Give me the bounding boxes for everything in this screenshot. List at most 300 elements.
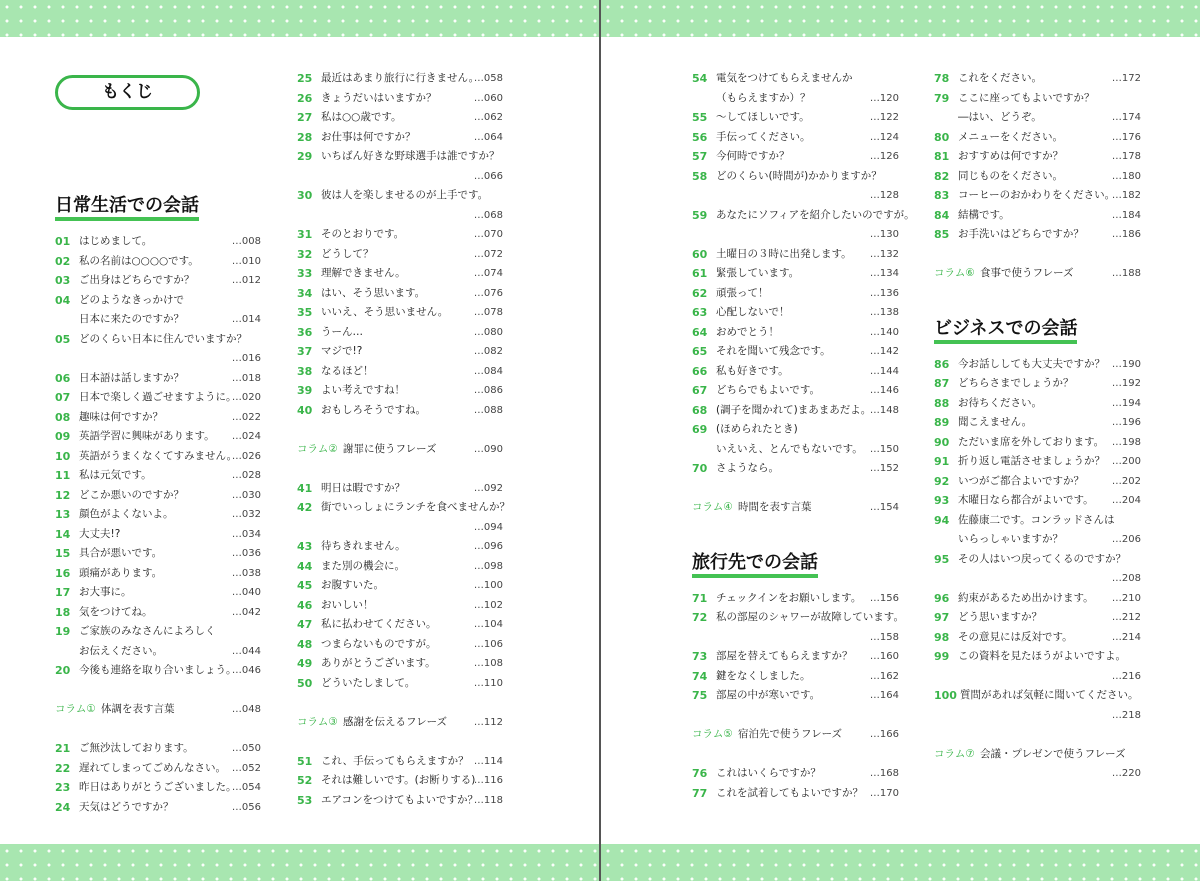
entry-page: …056	[231, 801, 261, 813]
section-heading	[692, 551, 818, 577]
entry-number: 61	[692, 267, 708, 280]
toc-entry	[55, 486, 261, 505]
entry-page: …148	[869, 404, 899, 416]
toc-entry	[934, 569, 1141, 588]
entry-page: …146	[869, 385, 899, 396]
entry-page: …072	[473, 248, 503, 260]
entry-title: 電気をつけてもらえませんか	[716, 72, 853, 84]
entry-title: いつがご都合よいですか？	[958, 474, 1084, 487]
entry-title: （もらえますか）？	[716, 91, 811, 104]
entry-title: そのとおりです。	[321, 228, 405, 240]
entry-page: …204	[1111, 495, 1141, 506]
entry-number: 30	[297, 189, 313, 202]
entry-page: …154	[869, 502, 899, 513]
top-dotted-band	[0, 0, 599, 37]
right-page	[601, 0, 1200, 881]
entry-title: 天気はどうですか？	[79, 800, 174, 813]
entry-number: 85	[934, 228, 950, 241]
entry-title: これを試着してもよいですか？	[716, 786, 863, 799]
entry-number: 90	[934, 435, 950, 449]
entry-page: …048	[231, 704, 261, 715]
toc-entry	[297, 654, 503, 673]
toc-entry	[297, 206, 503, 225]
toc-entry	[55, 310, 261, 329]
entry-title: おいしい！	[321, 598, 374, 611]
entry-page: …032	[231, 509, 261, 520]
entry-number: 01	[55, 235, 71, 248]
entry-title: 日本に来たのですか？	[79, 313, 184, 325]
entry-number: 66	[692, 364, 708, 378]
toc-entry	[297, 303, 503, 322]
entry-title: どういたしまして。	[321, 676, 416, 689]
entry-page: …042	[231, 606, 261, 618]
entry-title: 今お話ししても大丈夫ですか？	[958, 357, 1105, 370]
entry-title: これ、手伝ってもらえますか？	[321, 754, 469, 767]
entry-title: 顔色がよくないよ。	[79, 508, 174, 520]
entry-number: 54	[692, 72, 708, 85]
entry-title: 私は○○歳です。	[321, 111, 402, 123]
entry-number: 22	[55, 761, 71, 775]
entry-number: 99	[934, 650, 950, 663]
entry-page: …092	[473, 482, 503, 494]
toc-entry	[692, 264, 899, 283]
entry-page: …198	[1111, 436, 1141, 448]
entry-page: …166	[869, 729, 899, 740]
toc-entry	[55, 661, 261, 680]
top-dotted-band	[601, 0, 1200, 37]
entry-page: …174	[1111, 112, 1141, 123]
entry-number: 53	[297, 793, 313, 807]
entry-title: ただいま席を外しております。	[958, 435, 1105, 448]
entry-title: お腹すいた。	[321, 579, 384, 591]
entry-number: 36	[297, 325, 313, 339]
entry-number: 25	[297, 72, 313, 85]
entry-number: 51	[297, 754, 313, 768]
toc-entry	[934, 647, 1141, 666]
entry-title: なるほど！	[321, 364, 374, 377]
entry-title: 大丈夫!?	[79, 527, 121, 540]
section-heading-text: ビジネスでの会話	[934, 318, 1077, 344]
entry-page: …170	[869, 787, 899, 799]
entry-page: …212	[1111, 612, 1141, 623]
toc-entry	[934, 511, 1141, 530]
toc-entry	[934, 764, 1141, 783]
entry-page: …206	[1111, 534, 1141, 545]
entry-number: 81	[934, 150, 950, 163]
entry-title: ありがとうございます。	[321, 657, 436, 669]
toc-entry	[934, 225, 1141, 244]
toc-entry	[934, 608, 1141, 627]
entry-number: 62	[692, 286, 708, 300]
entry-page: …196	[1111, 417, 1141, 428]
entry-title: 手伝ってください。	[716, 130, 811, 143]
entry-number: 27	[297, 111, 313, 124]
toc-entry	[692, 69, 899, 88]
entry-title: いちばん好きな野球選手は誰ですか？	[321, 150, 500, 162]
entry-page: …066	[473, 170, 503, 182]
entry-number: 08	[55, 410, 71, 424]
entry-title: ご家族のみなさんによろしく	[79, 625, 216, 637]
entry-number: 29	[297, 150, 313, 163]
entry-page: …054	[231, 782, 261, 793]
entry-number: 86	[934, 357, 950, 371]
entry-title: いえいえ、とんでもないです。	[716, 442, 863, 455]
entry-number: コラム②	[297, 442, 338, 455]
entry-title: 具合が悪いです。	[79, 547, 163, 559]
entry-title: 感謝を伝えるフレーズ	[343, 715, 448, 728]
entry-page: …094	[473, 521, 503, 533]
toc-entry	[692, 303, 899, 322]
entry-page: …044	[231, 645, 261, 657]
entry-number: 79	[934, 91, 950, 105]
toc-entry	[692, 245, 899, 264]
toc-entry	[55, 291, 261, 310]
toc-entry	[692, 667, 899, 686]
entry-page: …184	[1111, 209, 1141, 221]
entry-title: 食事で使うフレーズ	[980, 267, 1074, 279]
toc-entry	[55, 447, 261, 466]
entry-title: ご出身はどちらですか？	[79, 274, 195, 286]
entry-number: コラム⑤	[692, 728, 733, 740]
toc-entry	[55, 544, 261, 563]
entry-page: …182	[1111, 190, 1141, 201]
entry-title: その意見には反対です。	[958, 630, 1073, 643]
entry-title: 頭痛があります。	[79, 566, 163, 579]
entry-page: …168	[869, 768, 899, 779]
entry-number: 31	[297, 228, 313, 241]
entry-page: …070	[473, 229, 503, 240]
entry-number: 14	[55, 527, 71, 541]
entry-page: …058	[473, 73, 503, 84]
entry-page: …096	[473, 541, 503, 552]
entry-page: …110	[473, 677, 503, 689]
entry-number: 50	[297, 676, 313, 690]
bottom-dotted-band	[0, 844, 599, 881]
entry-title: つまらないものですが。	[321, 637, 437, 650]
entry-number: 48	[297, 637, 313, 651]
entry-number: 02	[55, 254, 71, 268]
entry-number: 57	[692, 150, 708, 163]
toc-entry	[55, 603, 261, 622]
toc-entry	[934, 686, 1141, 705]
entry-page: …012	[231, 275, 261, 286]
toc-entry	[692, 589, 899, 608]
entry-title: さようなら。	[716, 462, 779, 474]
entry-page: …186	[1111, 229, 1141, 240]
entry-number: 42	[297, 501, 313, 514]
entry-title: 土曜日の３時に出発します。	[716, 247, 852, 260]
toc-entry	[692, 784, 899, 803]
entry-title: おもしろそうですね。	[321, 403, 426, 416]
entry-page: …114	[473, 755, 503, 767]
entry-title: 折り返し電話させましょうか？	[958, 455, 1105, 467]
toc-entry	[692, 108, 899, 127]
entry-title: 昨日はありがとうございました。	[79, 781, 237, 793]
entry-number: 18	[55, 605, 71, 619]
toc-entry	[692, 420, 899, 439]
entry-title: 気をつけてね。	[79, 605, 153, 618]
entry-number: 55	[692, 111, 708, 124]
toc-entry	[55, 271, 261, 290]
entry-page: …134	[869, 268, 899, 279]
toc-entry	[692, 147, 899, 166]
entry-number: 46	[297, 598, 313, 612]
entry-page: …052	[231, 762, 261, 774]
toc-entry	[934, 394, 1141, 413]
toc-entry	[934, 452, 1141, 471]
entry-page: …046	[231, 665, 261, 676]
toc-entry	[55, 369, 261, 388]
entry-page: …016	[231, 353, 261, 364]
toc-entry	[297, 557, 503, 576]
entry-number: 96	[934, 591, 950, 605]
entry-number: 35	[297, 306, 313, 319]
entry-title: 今後も連絡を取り合いましょう。	[79, 664, 237, 676]
entry-page: …062	[473, 112, 503, 123]
entry-page: …040	[231, 587, 261, 598]
toc-entry	[692, 440, 899, 459]
toc-entry	[297, 362, 503, 381]
toc-entry	[55, 349, 261, 368]
toc-entry	[297, 89, 503, 108]
entry-title: 私の名前は○○○○です。	[79, 254, 199, 267]
entry-title: 明日は暇ですか？	[321, 481, 405, 494]
entry-number: 97	[934, 611, 950, 624]
page-title: もくじ	[55, 75, 200, 110]
toc-entry	[297, 225, 503, 244]
toc-entry	[934, 355, 1141, 374]
entry-page: …216	[1111, 670, 1141, 682]
entry-title: 体調を表す言葉	[101, 703, 175, 715]
entry-page: …090	[473, 443, 503, 455]
entry-title: 緊張しています。	[716, 267, 800, 279]
entry-page: …214	[1111, 631, 1141, 643]
toc-entry	[692, 401, 899, 420]
entry-page: …130	[869, 229, 899, 240]
toc-entry	[297, 518, 503, 537]
entry-number: 63	[692, 306, 708, 319]
toc-entry	[934, 550, 1141, 569]
toc-entry	[297, 576, 503, 595]
entry-title: これはいくらですか？	[716, 767, 821, 779]
entry-title: 宿泊先で使うフレーズ	[738, 728, 843, 740]
entry-page: …098	[473, 560, 503, 572]
toc-entry	[297, 147, 503, 166]
entry-title: 街でいっしょにランチを食べませんか？	[321, 501, 510, 513]
toc-entry	[692, 225, 899, 244]
entry-number: コラム④	[692, 501, 733, 513]
entry-title: 趣味は何ですか？	[79, 410, 163, 423]
entry-number: 76	[692, 767, 708, 780]
entry-page: …164	[869, 690, 899, 701]
entry-title: 日本で楽しく過ごせますように。	[79, 391, 237, 403]
entry-page: …128	[869, 190, 899, 201]
entry-number: 39	[297, 384, 313, 397]
entry-page: …172	[1111, 73, 1141, 84]
toc-entry	[297, 323, 503, 342]
entry-page: …158	[869, 631, 899, 643]
toc-entry	[55, 583, 261, 602]
entry-title: お手洗いはどちらですか？	[958, 228, 1084, 240]
entry-number: 33	[297, 267, 313, 280]
entry-number: コラム⑥	[934, 267, 975, 279]
section-heading-text: 旅行先での会話	[692, 552, 818, 578]
toc-entry	[55, 252, 261, 271]
entry-page: …140	[869, 326, 899, 338]
entry-title: おすすめは何ですか？	[958, 150, 1064, 162]
entry-page: …024	[231, 431, 261, 442]
entry-number: 20	[55, 664, 71, 677]
entry-title: 部屋を替えてもらえますか？	[716, 650, 853, 662]
toc-entry	[934, 433, 1141, 452]
entry-title: よい考えですね！	[321, 384, 405, 396]
toc-entry	[692, 128, 899, 147]
entry-title: どこか悪いのですか？	[79, 488, 184, 501]
entry-title: 心配しないで！	[716, 306, 790, 318]
column-entry	[934, 264, 1141, 283]
entry-number: 43	[297, 540, 313, 553]
entry-title: チェックインをお願いします。	[716, 591, 862, 604]
toc-entry	[934, 206, 1141, 225]
toc-entry	[55, 505, 261, 524]
toc-entry	[934, 167, 1141, 186]
entry-page: …088	[473, 404, 503, 416]
entry-title: 英語学習に興味があります。	[79, 430, 215, 442]
entry-title: それは難しいです。(お断りする)	[321, 774, 476, 786]
entry-number: 78	[934, 72, 950, 85]
toc-entry	[692, 186, 899, 205]
entry-number: 07	[55, 391, 71, 404]
entry-page: …188	[1111, 268, 1141, 279]
toc-entry	[55, 798, 261, 817]
toc-entry	[692, 167, 899, 186]
toc-entry	[692, 206, 915, 225]
entry-page: …060	[473, 92, 503, 104]
entry-page: …122	[869, 112, 899, 123]
entry-title: 英語がうまくなくてすみません。	[79, 449, 238, 462]
entry-number: 83	[934, 189, 950, 202]
entry-page: …086	[473, 385, 503, 396]
entry-title: お待ちください。	[958, 396, 1042, 409]
toc-entry	[692, 362, 899, 381]
toc-entry	[55, 466, 261, 485]
entry-page: …010	[231, 255, 261, 267]
toc-entry	[55, 739, 261, 758]
toc-entry	[934, 186, 1141, 205]
toc-entry	[934, 589, 1141, 608]
entry-number: 74	[692, 669, 708, 683]
entry-page: …120	[869, 92, 899, 104]
entry-title: ご無沙汰しております。	[79, 742, 194, 754]
entry-page: …074	[473, 268, 503, 279]
entry-page: …142	[869, 346, 899, 357]
entry-number: 47	[297, 618, 313, 631]
toc-entry	[934, 628, 1141, 647]
entry-number: 38	[297, 364, 313, 378]
entry-page: …014	[231, 314, 261, 325]
toc-entry	[934, 491, 1141, 510]
column-entry	[297, 713, 503, 732]
entry-number: 60	[692, 247, 708, 261]
entry-title: お伝えください。	[79, 644, 163, 657]
entry-page: …126	[869, 151, 899, 162]
column-entry	[692, 725, 899, 744]
toc-entry	[55, 232, 261, 251]
toc-entry	[692, 764, 899, 783]
toc-entry	[692, 323, 899, 342]
toc-entry	[297, 284, 503, 303]
entry-page: …192	[1111, 378, 1141, 389]
entry-title: ～してほしいです。	[716, 111, 810, 123]
entry-title: あなたにソフィアを紹介したいのですが。	[716, 208, 915, 221]
entry-number: 09	[55, 430, 71, 443]
toc-entry	[692, 608, 904, 627]
entry-title: ―はい、どうぞ。	[958, 111, 1042, 123]
entry-title: 同じものをください。	[958, 169, 1063, 182]
entry-page: …106	[473, 638, 503, 650]
entry-page: …112	[473, 716, 503, 728]
toc-entry	[297, 752, 503, 771]
entry-title: マジで!?	[321, 345, 363, 357]
toc-entry	[297, 401, 503, 420]
column-entry	[297, 440, 503, 459]
entry-title: それを聞いて残念です。	[716, 345, 831, 357]
entry-number: 45	[297, 579, 313, 592]
entry-number: 28	[297, 130, 313, 144]
entry-page: …022	[231, 411, 261, 423]
entry-number: 17	[55, 586, 71, 599]
toc-entry	[55, 427, 261, 446]
toc-entry	[934, 89, 1141, 108]
entry-number: 15	[55, 547, 71, 560]
entry-number: 11	[55, 469, 71, 482]
entry-page: …080	[473, 326, 503, 338]
entry-page: …162	[869, 670, 899, 682]
entry-page: …064	[473, 131, 503, 143]
left-page	[0, 0, 599, 881]
entry-title: お仕事は何ですか？	[321, 130, 416, 143]
entry-title: 佐藤康二です。コンラッドさんは	[958, 513, 1115, 526]
entry-page: …100	[473, 580, 503, 591]
entry-title: どのくらい(時間が)かかりますか？	[716, 169, 882, 182]
entry-number: 77	[692, 786, 708, 800]
entry-title: 今何時ですか？	[716, 150, 790, 162]
entry-page: …038	[231, 567, 261, 579]
toc-entry	[55, 388, 261, 407]
toc-entry	[934, 147, 1141, 166]
entry-number: 87	[934, 377, 950, 390]
entry-page: …104	[473, 619, 503, 630]
entry-page: …190	[1111, 358, 1141, 370]
entry-number: 94	[934, 513, 950, 527]
entry-number: 70	[692, 462, 708, 475]
entry-title: 木曜日なら都合がよいです。	[958, 494, 1094, 506]
entry-number: 10	[55, 449, 71, 463]
toc-entry	[297, 479, 503, 498]
toc-entry	[934, 413, 1141, 432]
entry-page: …078	[473, 307, 503, 318]
toc-entry	[297, 635, 503, 654]
entry-title: 約束があるため出かけます。	[958, 591, 1094, 604]
column-entry	[934, 745, 1141, 764]
entry-number: 71	[692, 591, 708, 605]
toc-entry	[55, 330, 261, 349]
entry-title: 聞こえません。	[958, 416, 1033, 428]
entry-number: 04	[55, 293, 71, 307]
entry-number: 52	[297, 774, 313, 787]
entry-title: 私も好きです。	[716, 364, 789, 377]
entry-title: 遅れてしまってごめんなさい。	[79, 761, 226, 774]
